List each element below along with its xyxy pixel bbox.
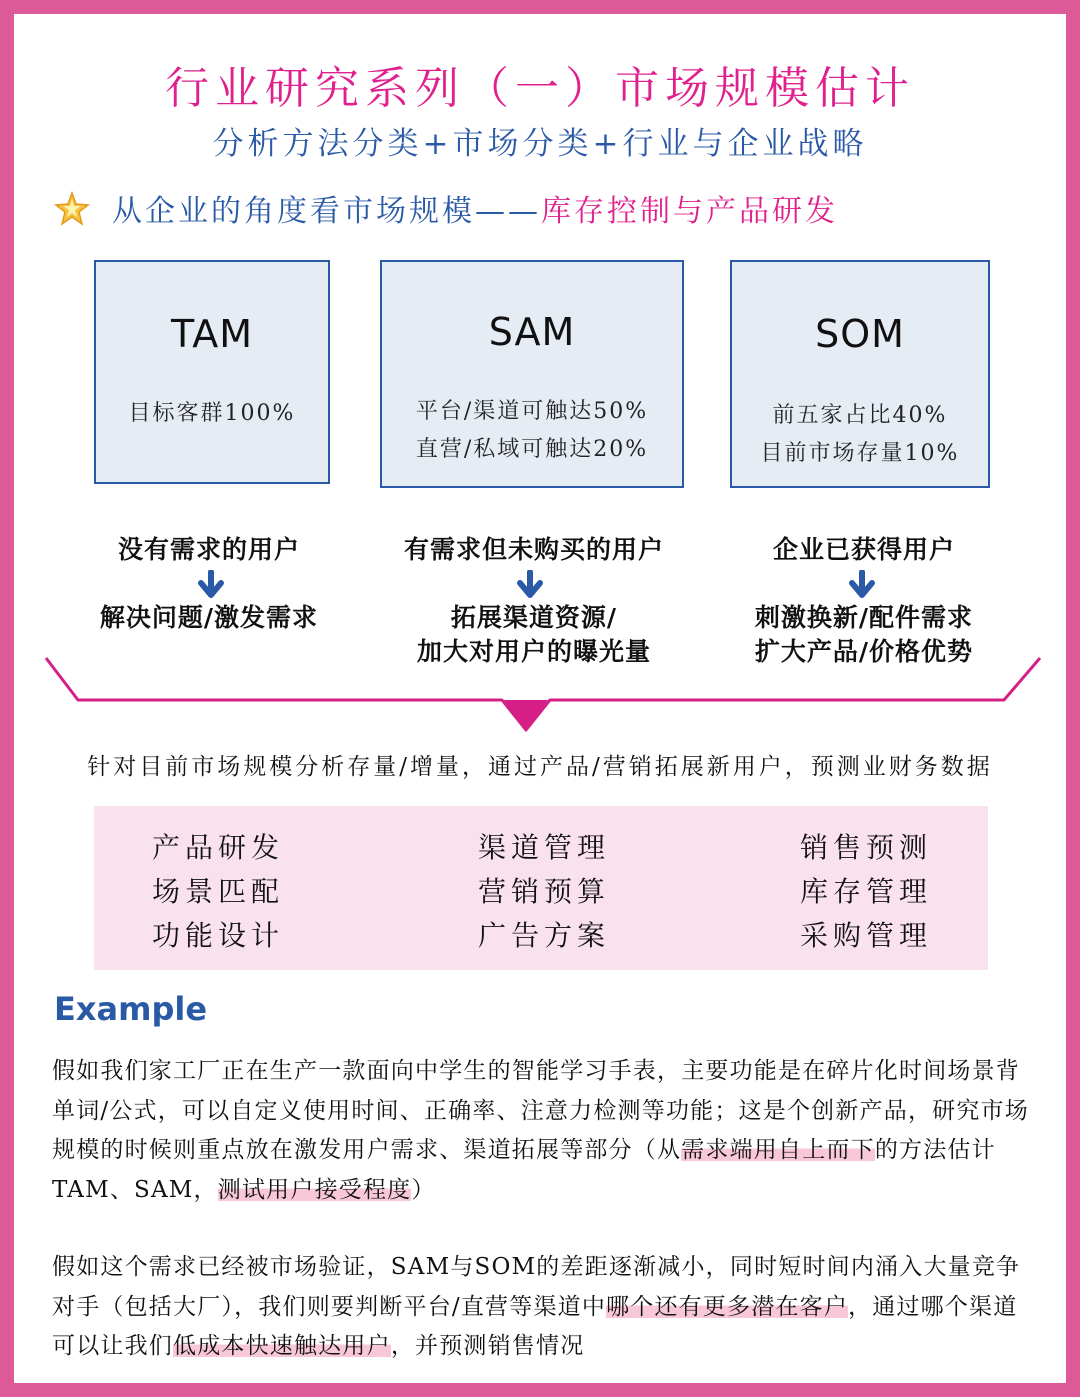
page-subtitle: 分析方法分类+市场分类+行业与企业战略: [212, 126, 868, 162]
application-item: 销售预测: [800, 831, 933, 864]
tam-flow-bottom: 解决问题/激发需求: [99, 603, 319, 632]
som-box: [730, 260, 990, 488]
highlight-text: 低成本快速触达用户: [173, 1333, 391, 1359]
application-item: 产品研发: [152, 831, 285, 864]
example-heading: Example: [54, 990, 208, 1028]
paragraph-text: ）: [411, 1176, 436, 1203]
som-flow-top: 企业已获得用户: [772, 535, 955, 564]
application-item: 营销预算: [478, 875, 611, 908]
page: [14, 14, 1066, 1383]
section-heading: [54, 186, 838, 230]
bracket-connector: [14, 654, 1066, 744]
paragraph-text: 假如这个需求已经被市场验证，SAM与SOM的差距逐渐减小，同时短时间内涌入大量竞争对手（包括大厂），我们则要判断平台/直营等渠道中: [52, 1254, 1021, 1320]
section-heading-part2: 库存控制与产品研发: [541, 194, 838, 229]
tam-line-1: 目标客群100%: [128, 401, 296, 426]
application-item: 广告方案: [478, 919, 611, 952]
sam-line-2: 直营/私域可触达20%: [415, 437, 649, 462]
applications-column-marketing: [478, 826, 610, 958]
page-title: 行业研究系列（一）市场规模估计: [165, 63, 915, 114]
sam-flow-top: 有需求但未购买的用户: [403, 535, 664, 564]
application-item: 场景匹配: [152, 875, 285, 908]
application-item: 功能设计: [152, 919, 285, 952]
sam-flow-bottom-2: 加大对用户的曝光量: [416, 637, 651, 666]
sam-flow-bottom-1: 拓展渠道资源/: [450, 603, 618, 632]
sam-line-1: 平台/渠道可触达50%: [415, 399, 649, 424]
som-flow-bottom-1: 刺激换新/配件需求: [754, 603, 974, 632]
applications-column-product: [152, 826, 284, 958]
application-item: 库存管理: [800, 875, 933, 908]
som-title: SOM: [815, 312, 905, 356]
arrow-down-icon: [515, 570, 545, 600]
highlight-text: 测试用户接受程度: [217, 1176, 412, 1203]
sam-title: SAM: [488, 310, 576, 354]
tam-title: TAM: [170, 312, 254, 356]
paragraph-text: ，并预测销售情况: [390, 1333, 585, 1359]
applications-column-sales: [800, 826, 932, 958]
example-paragraph-1: [52, 1052, 1032, 1210]
paragraph-text: 的方法估计TAM、SAM，: [52, 1137, 996, 1203]
summary-text: 针对目前市场规模分析存量/增量，通过产品/营销拓展新用户，预测业财务数据: [87, 754, 993, 780]
arrow-down-icon: [847, 570, 877, 600]
paragraph-text: 假如我们家工厂正在生产一款面向中学生的智能学习手表，主要功能是在碎片化时间场景背单词/公式，可以自定义使用时间、正确率、注意力检测等功能；这是个创新产品，研究市场规模的时候则重点放在激发用户需求、渠道拓展等部分（从: [52, 1058, 1029, 1163]
tam-flow-top: 没有需求的用户: [117, 535, 300, 564]
som-flow-bottom-2: 扩大产品/价格优势: [754, 637, 974, 666]
star-icon: [54, 191, 90, 227]
highlight-text: 哪个还有更多潜在客户: [606, 1293, 849, 1320]
tam-box: [94, 260, 330, 484]
paragraph-text: ，通过哪个渠道可以让我们: [52, 1293, 1018, 1359]
application-item: 采购管理: [800, 919, 933, 952]
applications-panel: [94, 806, 988, 970]
application-item: 渠道管理: [478, 831, 611, 864]
highlight-text: 需求端用自上而下: [681, 1137, 875, 1163]
sam-box: [380, 260, 684, 488]
example-paragraph-2: [52, 1248, 1032, 1367]
section-heading-part1: 从企业的角度看市场规模——: [112, 194, 541, 229]
som-line-2: 目前市场存量10%: [760, 441, 960, 466]
arrow-down-icon: [196, 570, 226, 600]
som-line-1: 前五家占比40%: [772, 403, 948, 428]
